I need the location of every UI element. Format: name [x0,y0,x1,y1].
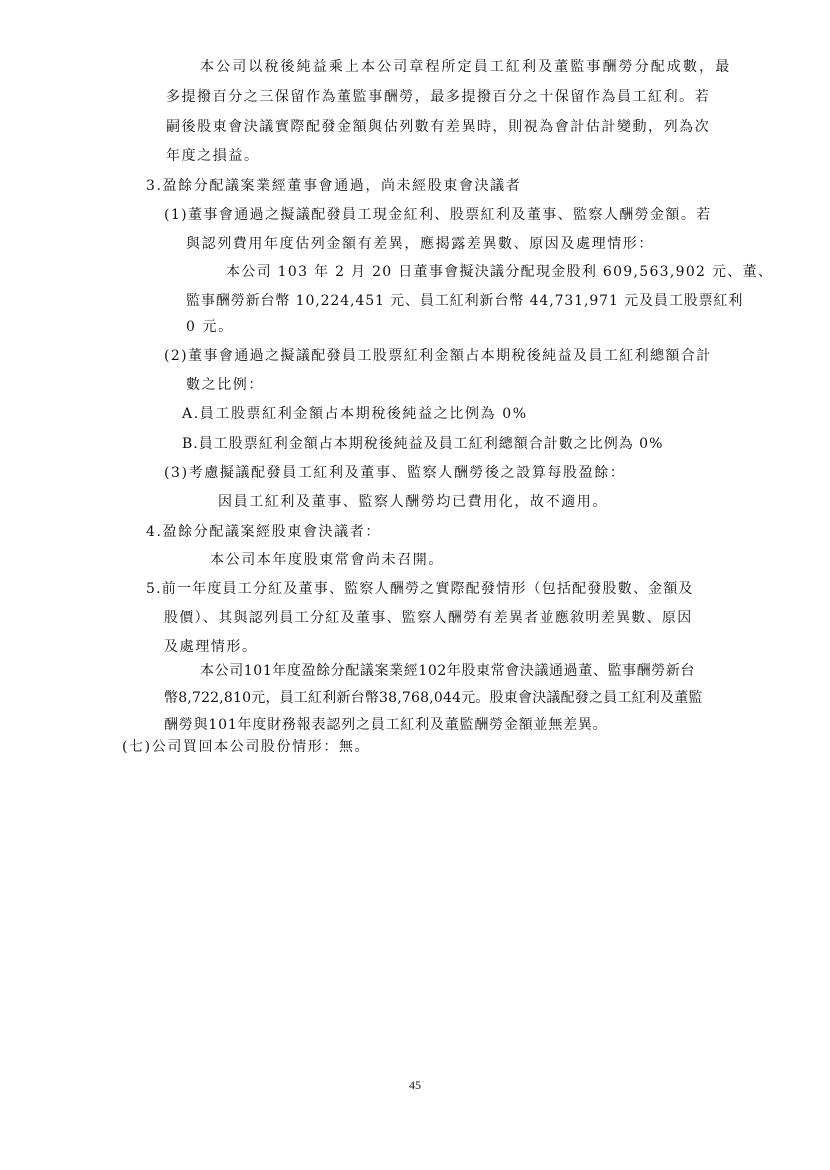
text-line: 幣8,722,810元，員工紅利新台幣38,768,044元。股東會決議配發之員工紅利及董監 [164,690,703,706]
text-line: 及處理情形。 [164,639,258,655]
section-heading: 5.前一年度員工分紅及董事、監察人酬勞之實際配發情形（包括配發股數、金額及 [146,581,694,597]
text-line: 酬勞與101年度財務報表認列之員工紅利及董監酬勞金額並無差異。 [164,717,608,733]
text-line: 本公司本年度股東常會尚未召開。 [210,552,444,568]
text-line: (1)董事會通過之擬議配發員工現金紅利、股票紅利及董事、監察人酬勞金額。若 [164,207,712,223]
text-line: 與認列費用年度估列金額有差異，應揭露差異數、原因及處理情形： [186,236,654,252]
text-line: 本公司以稅後純益乘上本公司章程所定員工紅利及董監事酬勞分配成數，最 [200,59,732,75]
text-line: 本公司101年度盈餘分配議案業經102年股東常會決議通過董、監事酬勞新台 [200,663,696,679]
text-line: 因員工紅利及董事、監察人酬勞均已費用化，故不適用。 [218,494,608,510]
text-line: (2)董事會通過之擬議配發員工股票紅利金額占本期稅後純益及員工紅利總額合計 [164,348,712,364]
text-line: 多提撥百分之三保留作為董監事酬勞，最多提撥百分之十保留作為員工紅利。若 [166,89,711,105]
text-line: 嗣後股東會決議實際配發金額與估列數有差異時，則視為會計估計變動，列為次 [166,119,711,135]
section-heading: 3.盈餘分配議案業經董事會通過，尚未經股東會決議者 [146,178,522,194]
text-line: B.員工股票紅利金額占本期稅後純益及員工紅利總額合計數之比例為 0% [182,436,664,452]
text-line: A.員工股票紅利金額占本期稅後純益之比例為 0% [182,406,528,422]
text-line: 年度之損益。 [166,148,260,164]
text-line: 監事酬勞新台幣 10,224,451 元、員工紅利新台幣 44,731,971 元及員工股票紅利 [186,293,744,309]
text-line: 本公司 103 年 2 月 20 日董事會擬決議分配現金股利 609,563,902 元、董、 [226,264,774,280]
text-line: 數之比例： [186,377,264,393]
text-line: 股價）、其與認列員工分紅及董事、監察人酬勞有差異者並應敘明差異數、原因 [164,610,693,626]
text-line: (3)考慮擬議配發員工紅利及董事、監察人酬勞後之設算每股盈餘： [164,465,626,481]
text-line: 0 元。 [186,319,234,335]
page-number: 45 [409,1078,421,1092]
section-heading: (七)公司買回本公司股份情形：無。 [122,739,371,755]
section-heading: 4.盈餘分配議案經股東會決議者： [146,524,381,540]
